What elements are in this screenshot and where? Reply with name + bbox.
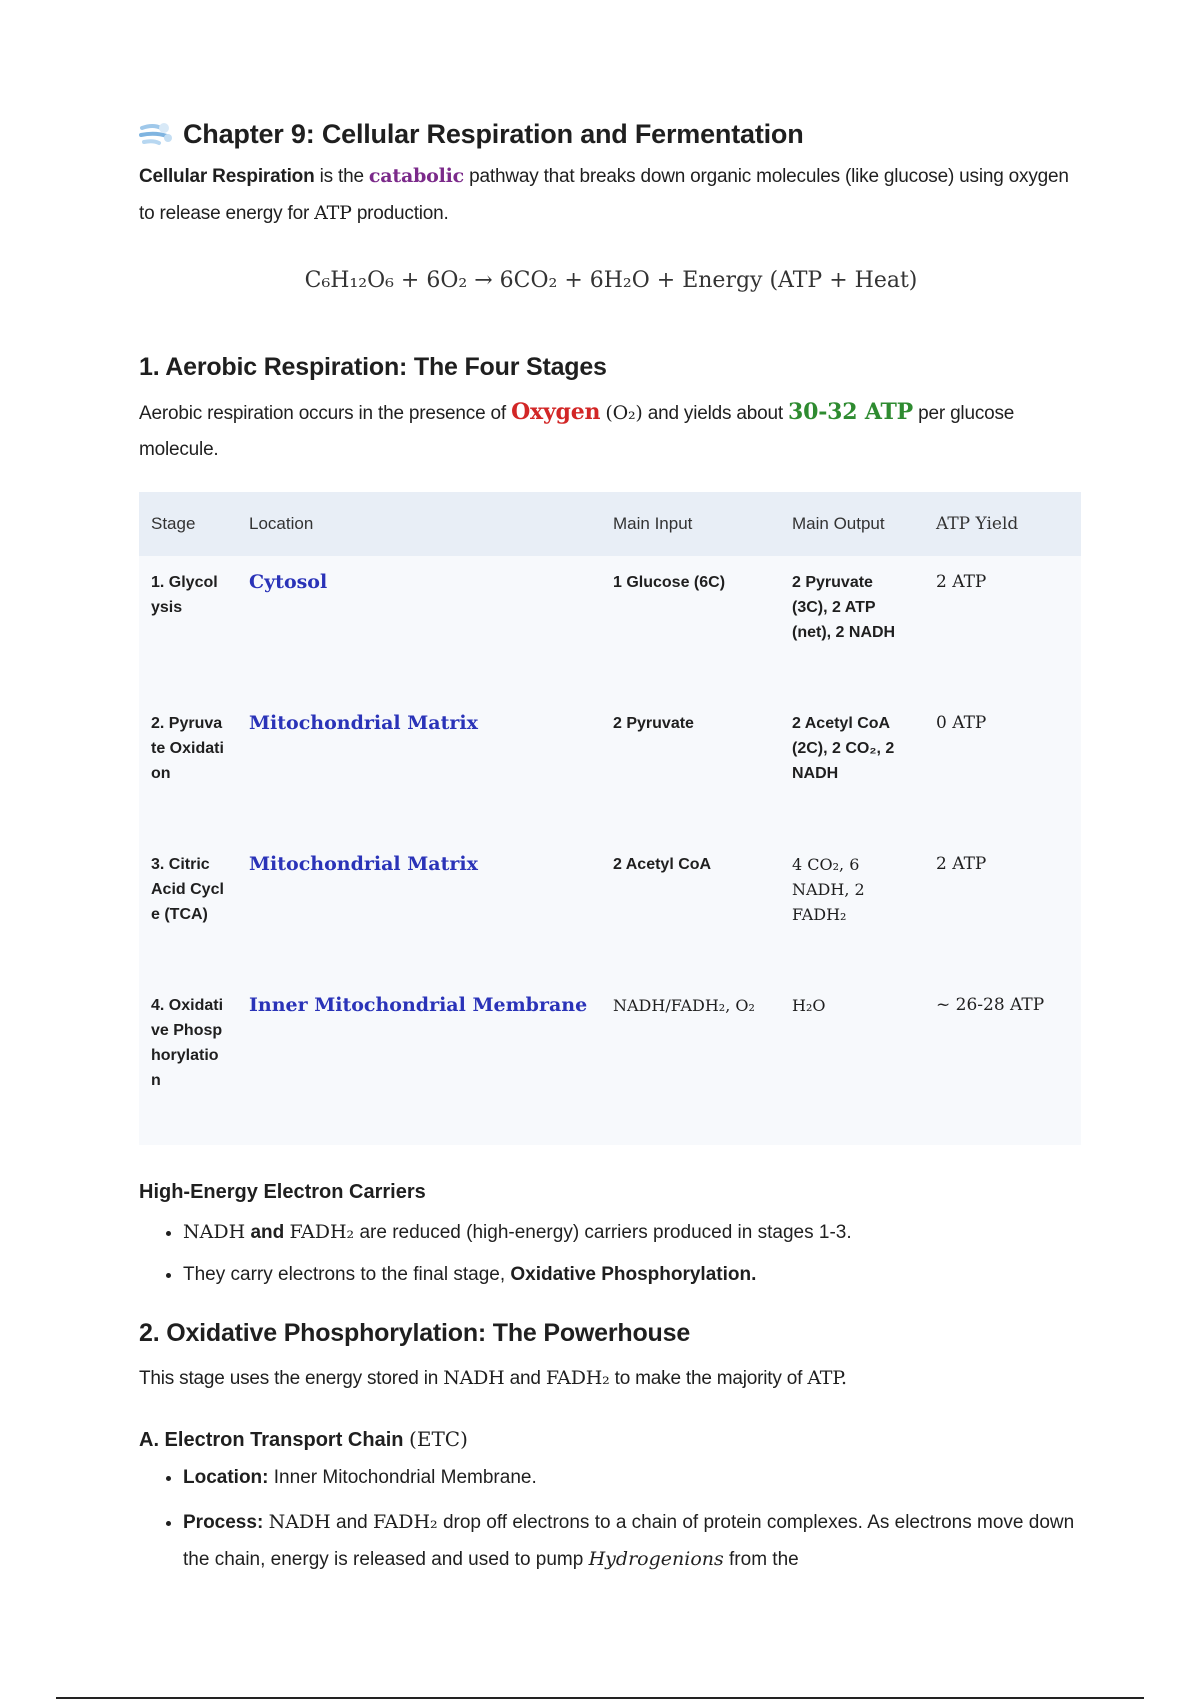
wind-icon bbox=[139, 118, 173, 150]
carriers-bold: Oxidative Phosphorylation. bbox=[510, 1264, 757, 1285]
section1-text-2: and yields about bbox=[647, 403, 783, 424]
section2-nadh: NADH bbox=[443, 1367, 505, 1389]
oxygen-highlight: Oxygen bbox=[511, 399, 601, 425]
output-cell: 2 Pyruvate (3C), 2 ATP (net), 2 NADH bbox=[792, 574, 896, 641]
document-page bbox=[139, 118, 1083, 1578]
section2-fadh: FADH₂ bbox=[545, 1367, 610, 1389]
section2-and: and bbox=[509, 1368, 541, 1389]
etc-abbr: (ETC) bbox=[409, 1427, 468, 1451]
input-cell: 2 Acetyl CoA bbox=[613, 856, 712, 873]
etc-heading bbox=[139, 1427, 1083, 1452]
header-stage: Stage bbox=[151, 514, 196, 533]
o2-formula: (O₂) bbox=[605, 402, 643, 424]
table-row bbox=[139, 979, 1081, 1145]
carriers-text-2: They carry electrons to the final stage, bbox=[183, 1264, 506, 1285]
section2-atp: ATP. bbox=[807, 1367, 847, 1389]
input-cell: 1 Glucose (6C) bbox=[613, 574, 726, 591]
atp-cell: 0 ATP bbox=[936, 713, 987, 733]
intro-paragraph bbox=[139, 158, 1083, 232]
atp-cell: 2 ATP bbox=[936, 572, 987, 592]
list-item bbox=[183, 1504, 1083, 1578]
carriers-text-1: are reduced (high-energy) carriers produced in stages 1-3. bbox=[359, 1222, 852, 1243]
intro-text-1: is the bbox=[319, 166, 364, 187]
etc-hydrogen: Hydrogenions bbox=[588, 1548, 724, 1570]
location-cell: Inner Mitochondrial Membrane bbox=[249, 994, 588, 1016]
stage-cell: 2. Pyruvate Oxidation bbox=[151, 715, 224, 782]
stage-cell: 4. Oxidative Phosphorylation bbox=[151, 997, 224, 1089]
section2-text-2: to make the majority of bbox=[614, 1368, 803, 1389]
etc-location-label: Location: bbox=[183, 1467, 269, 1488]
table-row bbox=[139, 556, 1081, 697]
intro-atp: ATP bbox=[314, 202, 352, 224]
section2-paragraph bbox=[139, 1360, 1083, 1397]
page-bottom-rule bbox=[56, 1697, 1144, 1699]
output-cell: H₂O bbox=[792, 996, 826, 1015]
stage-cell: 3. Citric Acid Cycle (TCA) bbox=[151, 856, 224, 923]
nadh-term: NADH bbox=[183, 1221, 246, 1243]
intro-term: Cellular Respiration bbox=[139, 166, 315, 187]
stage-cell: 1. Glycolysis bbox=[151, 574, 218, 616]
table-row bbox=[139, 838, 1081, 979]
fadh-term: FADH₂ bbox=[289, 1221, 355, 1243]
section2-text-1: This stage uses the energy stored in bbox=[139, 1368, 439, 1389]
location-cell: Mitochondrial Matrix bbox=[249, 712, 478, 734]
section1-heading: 1. Aerobic Respiration: The Four Stages bbox=[139, 353, 607, 381]
input-cell: 2 Pyruvate bbox=[613, 715, 694, 732]
header-output: Main Output bbox=[792, 514, 885, 533]
output-cell: 4 CO₂, 6 NADH, 2 FADH₂ bbox=[792, 855, 865, 924]
section1-text-1: Aerobic respiration occurs in the presence of bbox=[139, 403, 506, 424]
etc-process-text: drop off electrons to a chain of protein complexes. As electrons move down the chain, energy is released and used to pump bbox=[183, 1512, 1075, 1570]
table-header-row bbox=[139, 492, 1081, 556]
respiration-equation: C₆H₁₂O₆ + 6O₂ → 6CO₂ + 6H₂O + Energy (ATP + Heat) bbox=[304, 268, 918, 293]
etc-location-text: Inner Mitochondrial Membrane. bbox=[273, 1467, 537, 1488]
section1-text-3: per glucose molecule. bbox=[139, 403, 1015, 460]
location-cell: Cytosol bbox=[249, 571, 328, 593]
etc-list bbox=[139, 1460, 1083, 1578]
etc-and: and bbox=[336, 1512, 368, 1533]
list-item bbox=[183, 1214, 1083, 1251]
list-item bbox=[183, 1257, 1083, 1293]
intro-text-2: pathway that breaks down organic molecules (like glucose) using oxygen to release energy for bbox=[139, 166, 1069, 224]
etc-process-label: Process: bbox=[183, 1512, 264, 1533]
atp-yield-highlight: 30-32 ATP bbox=[788, 399, 914, 425]
section1-paragraph bbox=[139, 394, 1083, 468]
chapter-title bbox=[139, 118, 1083, 150]
list-item bbox=[183, 1460, 1083, 1496]
output-cell: 2 Acetyl CoA (2C), 2 CO₂, 2 NADH bbox=[792, 715, 895, 782]
atp-cell: 2 ATP bbox=[936, 854, 987, 874]
intro-text-3: production. bbox=[356, 203, 449, 224]
header-atp: ATP Yield bbox=[936, 514, 1019, 534]
stages-table bbox=[139, 492, 1081, 1145]
section2-heading: 2. Oxidative Phosphorylation: The Powerhouse bbox=[139, 1319, 691, 1347]
table-row bbox=[139, 697, 1081, 838]
and-word: and bbox=[250, 1222, 285, 1243]
atp-cell: ~ 26-28 ATP bbox=[936, 995, 1045, 1015]
etc-heading-text: A. Electron Transport Chain bbox=[139, 1429, 404, 1451]
carriers-heading: High-Energy Electron Carriers bbox=[139, 1181, 426, 1203]
intro-highlight: catabolic bbox=[368, 165, 465, 187]
input-cell: NADH/FADH₂, O₂ bbox=[613, 996, 755, 1015]
carriers-list bbox=[139, 1214, 1083, 1293]
etc-nadh: NADH bbox=[268, 1511, 331, 1533]
chapter-title-text: Chapter 9: Cellular Respiration and Fermentation bbox=[183, 118, 804, 149]
etc-process-end: from the bbox=[729, 1549, 799, 1570]
header-location: Location bbox=[249, 514, 314, 533]
etc-fadh: FADH₂ bbox=[372, 1511, 438, 1533]
location-cell: Mitochondrial Matrix bbox=[249, 853, 478, 875]
header-input: Main Input bbox=[613, 514, 693, 533]
